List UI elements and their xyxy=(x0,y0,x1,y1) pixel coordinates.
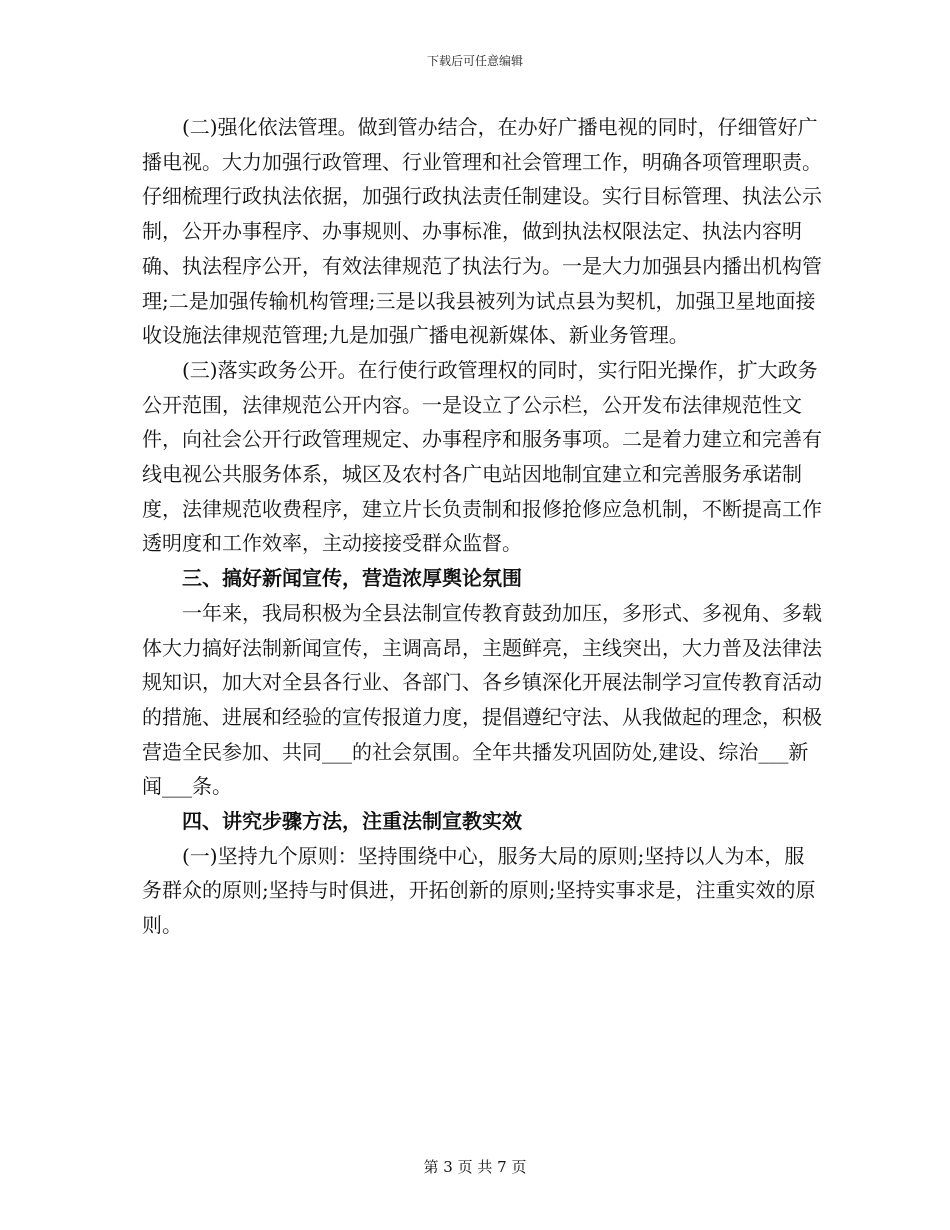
paragraph-strengthen-management: (二)强化依法管理。做到管办结合，在办好广播电视的同时，仔细管好广播电视。大力加强行政管理、行业管理和社会管理工作，明确各项管理职责。仔细梳理行政执法依据，加强行政执法责任制建设。实行目标管理、执法公示制，公开办事程序、办事规则、办事标准，做到执法权限法定、执法内容明确、执法程序公开，有效法律规范了执法行为。一是大力加强县内播出机构管理;二是加强传输机构管理;三是以我县被列为试点县为契机，加强卫星地面接收设施法律规范管理;九是加强广播电视新媒体、新业务管理。 xyxy=(142,115,822,348)
page-number-footer: 第 3 页 共 7 页 xyxy=(423,1158,527,1176)
document-body xyxy=(142,110,822,943)
paragraph-government-affairs-openness: (三)落实政务公开。在行使行政管理权的同时，实行阳光操作，扩大政务公开范围，法律规范公开内容。一是设立了公示栏，公开发布法律规范性文件，向社会公开行政管理规定、办事程序和服务事项。二是着力建立和完善有线电视公共服务体系，城区及农村各广电站因地制宜建立和完善服务承诺制度，法律规范收费程序，建立片长负责制和报修抢修应急机制，不断提高工作透明度和工作效率，主动接接受群众监督。 xyxy=(142,357,822,556)
paragraph-news-publicity: 一年来，我局积极为全县法制宣传教育鼓劲加压，多形式、多视角、多载体大力搞好法制新闻宣传，主调高昂，主题鲜亮，主线突出，大力普及法律法规知识，加大对全县各行业、各部门、各乡镇深化开展法制学习宣传教育活动的措施、进展和经验的宣传报道力度，提倡遵纪守法、从我做起的理念，积极营造全民参加、共同___的社会氛围。全年共播发巩固防处,建设、综治___新闻___条。 xyxy=(142,600,822,799)
section-heading-news-publicity: 三、搞好新闻宣传，营造浓厚舆论氛围 xyxy=(182,566,522,591)
paragraph-principles: (一)坚持九个原则：坚持围绕中心，服务大局的原则;坚持以人为本，服务群众的原则;坚持与时俱进，开拓创新的原则;坚持实事求是，注重实效的原则。 xyxy=(142,843,816,938)
section-heading-methods: 四、讲究步骤方法，注重法制宣教实效 xyxy=(182,809,522,834)
page-header: 下载后可任意编辑 xyxy=(426,54,523,68)
